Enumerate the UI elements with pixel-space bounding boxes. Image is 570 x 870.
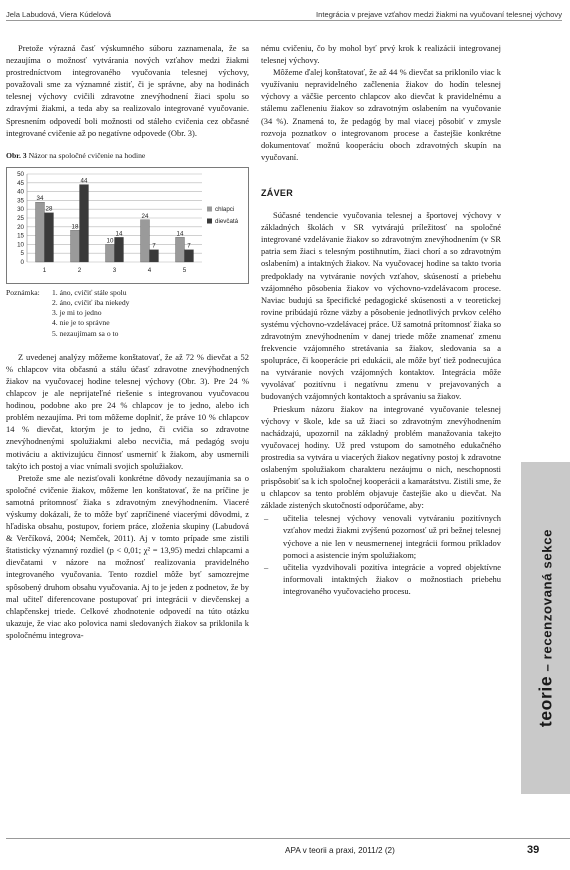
y-tick-label: 15 — [17, 232, 24, 240]
note-item: 3. je mi to jedno — [52, 308, 102, 318]
y-tick-label: 50 — [17, 170, 24, 178]
y-tick-label: 10 — [17, 241, 24, 249]
figure-label: Obr. 3 — [6, 150, 27, 160]
section-title: ZÁVER — [261, 187, 294, 198]
legend-label: chlapci — [215, 205, 235, 213]
note-item: 1. áno, cvičiť stále spolu — [52, 287, 127, 297]
header-authors: Jela Labudová, Viera Kúdelová — [6, 10, 111, 19]
figure-caption — [6, 151, 249, 161]
x-tick-label: 5 — [182, 266, 187, 274]
paragraph: nému cvičeniu, čo by mohol byť prvý krok k realizácii integrovanej telesnej výchovy. — [261, 43, 501, 66]
data-label: 34 — [36, 194, 44, 202]
bar-dievčatá — [80, 184, 89, 261]
bar-chart — [6, 167, 249, 284]
bar-chlapci — [106, 244, 115, 262]
chart-svg — [7, 168, 250, 285]
paragraph: Môžeme ďalej konštatovať, že až 44 % dievčat sa priklonilo viac k využívaniu nepravidelného začlenenia žiakov do hodín telesnej výchovy a väčšie percento chlapcov ako dievčat k pravidelnému a stálemu začleneniu žiakov so zdravotným oslabením na vyučovanie (34 %). Znamená to, že pedagóg by mal viacej pôsobiť v zmysle rozvoja poznatkov o integrovanom procese a častejšie konkrétne dokumentovať možnú kooperáciu oboch zdravotných skupín na vyučovaní. — [261, 67, 501, 162]
list-item: – učitelia telesnej výchovy venovali vytváraniu pozitívnych vzťahov medzi žiakmi zvýšenú pozornosť už pri bežnej telesnej výchove a nie len v neusmernenej integrácii formou príkladov pomoci a asistencie iným spolužiakom; — [261, 512, 501, 560]
data-label: 24 — [141, 212, 149, 220]
header-rule — [6, 20, 562, 21]
page-number: 39 — [527, 844, 540, 856]
data-label: 14 — [115, 230, 123, 238]
list-item: – učitelia vyzdvihovali pozitíva integrácie a vopred objektívne informovali intaktných žiakov o možnostiach priebehu integrovaného vyučovacieho procesu. — [261, 561, 501, 597]
right-column — [261, 42, 501, 597]
y-tick-label: 25 — [17, 214, 24, 222]
paragraph: Z uvedenej analýzy môžeme konštatovať, že až 72 % dievčat a 52 % chlapcov vita občasnú a stálu účasť zdravotne znevýhodnených žiakov na vyučovacej hodine telesnej výchovy (Obr. 3). Pre 24 % chlapcov je ale neprijateľné riešenie s integrovanou vyučovacou hodinou, podobne ako pre 24 % chlapcov je to jedno, alebo ich problém nezaujíma. Pri tom môžeme doplniť, že práve 10 % chlapcov 14 % dievčat, ktorým je to jedno, či cvičia so zdravotne znevýhodnenými spolužiakmi alebo necvičia, má pedagóg svoju motiváciu a aktivizujúcu činnosť usmerniť k žiakom, aby usmernili takýto ich postoj a viac vnímali svojich spolužiakov. — [6, 351, 249, 471]
paragraph: Pretože výrazná časť výskumného súboru zaznamenala, že sa nezaujíma o možnosť vytvárania nových vzťahov medzi žiakmi prostredníctvom integrovaného vyučovania telesnej výchovy, považovali sme za významné zistiť, či je správne, aby na hodinách telesnej výchovy cvičili zdravotne znevýhodnení žiaci spolu so zdravými žiakmi, a teda aby sa realizovalo integrované vyučovanie. Spresnením odpovedí boli možnosti od stáleho cvičenia cez občasné integrované cvičenie až po negatívne odpovede (Obr. 3). — [6, 43, 249, 138]
data-label: 7 — [152, 242, 156, 250]
side-tab-subtitle: recenzovaná sekce — [539, 528, 554, 660]
note-item: 2. áno, cvičiť iba niekedy — [52, 297, 130, 307]
legend-label: dievčatá — [215, 217, 239, 225]
bar-chlapci — [71, 230, 80, 262]
section-side-tab — [521, 462, 570, 794]
data-label: 10 — [106, 237, 114, 245]
paragraph: Súčasné tendencie vyučovania telesnej a športovej výchovy v základných školách v SR vytvárajú príležitosť na spoločné integrované vzdelávanie žiakov so zdravotným znevýhodnením (v SR patria sem žiaci s telesným postihnutím, žiaci chorí a so zdravotným oslabením) a intaktných žiakov. Na vyučovacej hodine sa takto tvoria predpoklady na vytváranie nových vzťahov, skúseností a priebehu vzájomného pôsobenia žiakov vo výchovno-vzdelávacom procese. Naviac budujú sa špecifické pedagogické skúsenosti a v teoretickej rovine pribúdajú rôzne väzby a pôsobenie jednotlivých prvkov celého systému výchovno-vzdelávacej práce. Už samotná prítomnosť žiaka so zdravotným znevýhodnením v danej triede môže znamenať zmenu frekvencie vzájomného stretávania sa žiakov, sledovania sa a spolupráce, či kooperácie pri edukácii, ale môže byť tiež podnecujúca na vytváranie nových vzájomných kontaktov. Integrácia môže vyvolávať pozitívnu i negatívnu zmenu v prejavovaných a budovaných vzájomných kontaktoch a správaniu sa žiakov. — [261, 210, 501, 402]
bar-chlapci — [36, 202, 45, 262]
footer-journal: APA v teorii a praxi, 2011/2 (2) — [285, 846, 395, 855]
side-tab-text — [535, 529, 556, 727]
bar-chlapci — [141, 220, 150, 262]
left-column — [6, 42, 249, 641]
legend-swatch — [207, 206, 212, 211]
y-tick-label: 0 — [20, 258, 24, 266]
footer-rule — [6, 838, 570, 839]
data-label: 28 — [45, 205, 53, 213]
x-tick-label: 4 — [147, 266, 152, 274]
notes-list — [52, 288, 129, 339]
legend-swatch — [207, 218, 212, 223]
side-tab-dash: – — [539, 663, 554, 672]
bar-dievčatá — [150, 249, 159, 261]
y-tick-label: 45 — [17, 179, 24, 187]
y-tick-label: 20 — [17, 223, 24, 231]
y-tick-label: 5 — [20, 249, 24, 257]
x-tick-label: 3 — [112, 266, 117, 274]
paragraph: Prieskum názoru žiakov na integrované vyučovanie telesnej výchovy v škole, kde sa už žiaci so zdravotným znevýhodnením nachádzajú, upozornil na základný problém manažovania takejto vyučovacej hodiny. Už pred vstupom do samotného edukačného prostredia sa vytvára u viacerých žiakov negatívny postoj k zdravotne oslabeným spolužiakom charakteru nezáujmu o nich, neschopnosti prispôsobiť sa k ich spoločnej kooperácii a kamarátstvu. Zistili sme, že u chlapcov sa tento problém objavuje častejšie ako u dievčat. Na základe zistených skutočností odporúčame, aby: — [261, 403, 501, 511]
note-item: 4. nie je to správne — [52, 318, 110, 328]
x-tick-label: 1 — [42, 266, 47, 274]
recommendations-list — [261, 512, 501, 597]
y-tick-label: 35 — [17, 197, 24, 205]
data-label: 7 — [187, 242, 191, 250]
side-tab-word: teorie — [535, 675, 555, 728]
figure-title: Názor na spoločné cvičenie na hodine — [28, 150, 146, 160]
bar-dievčatá — [185, 249, 194, 261]
bar-dievčatá — [45, 212, 54, 261]
bar-chlapci — [176, 237, 185, 262]
data-label: 14 — [176, 230, 184, 238]
y-tick-label: 30 — [17, 205, 24, 213]
paragraph: Pretože sme ale nezisťovali konkrétne dôvody nezaujímania sa o spoločné cvičenie žiakov, môžeme len konštatovať, že na príčine je samotná prítomnosť žiaka s zdravotným znevýhodnením. Viaceré výskumy dokázali, že to môže byť zapríčinené viacerými dôvodmi, z hľadiska obsahu, postupov, foriem práce, zloženia skupiny (Labudová & Verčíková, 2004; Nemček, 2011). Aj v tomto prípade sme zistili štatisticky významný rozdiel (p < 0,01; χ² = 13,95) medzi chlapcami a dievčatami v názore na možnosť realizovania pravidelného integrovaného vyučovania. Tento rozdiel môže byť samozrejme spôsobený druhom obsahu vyučovania. Aj to je jeden z podnetov, že by mal učiteľ diferencovane postupovať pri integrácii v dievčenskej a chlapčenskej triede. Celkové zhodnotenie odpovedí na túto otázku ukazuje, že viac ako polovica nami sledovaných žiakov sa priklonila k spoločnému integrova- — [6, 472, 249, 640]
data-label: 44 — [80, 177, 88, 185]
y-tick-label: 40 — [17, 188, 24, 196]
figure-notes — [6, 288, 249, 339]
notes-label: Poznámka: — [6, 287, 40, 297]
header-title: Integrácia v prejave vzťahov medzi žiakmi na vyučovaní telesnej výchovy — [316, 10, 562, 19]
x-tick-label: 2 — [77, 266, 82, 274]
bar-dievčatá — [115, 237, 124, 262]
note-item: 5. nezaujímam sa o to — [52, 328, 119, 338]
data-label: 18 — [71, 223, 79, 231]
